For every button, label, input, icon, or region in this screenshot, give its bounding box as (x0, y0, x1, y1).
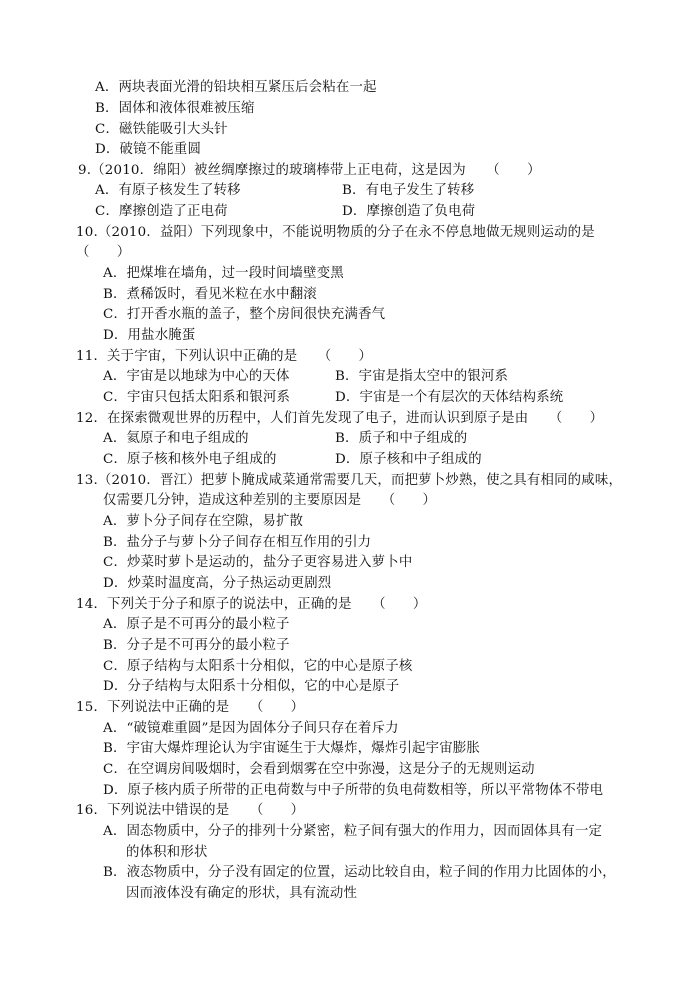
q14-option-b: B．分子是不可再分的最小粒子 (103, 638, 290, 653)
q12-stem: 12．在探索微观世界的历程中，人们首先发现了电子，进而认识到原子是由 （ ） (76, 411, 604, 426)
q15-option-d: D．原子核内质子所带的正电荷数与中子所带的负电荷数相等，所以平常物体不带电 (103, 783, 604, 798)
q9-stem: 9.（2010．绵阳）被丝绸摩擦过的玻璃棒带上正电荷，这是因为 （ ） (78, 163, 541, 178)
q8-option-c: C．磁铁能吸引大头针 (95, 122, 228, 137)
q11-option-b: B．宇宙是指太空中的银河系 (335, 369, 509, 384)
q10-stem: 10.（2010．益阳）下列现象中，不能说明物质的分子在永不停息地做无规则运动的是 (76, 225, 595, 240)
q15-option-c: C．在空调房间吸烟时，会看到烟雾在空中弥漫，这是分子的无规则运动 (103, 762, 535, 777)
q12-option-b: B．质子和中子组成的 (335, 431, 468, 446)
q16-option-a: A．固态物质中，分子的排列十分紧密，粒子间有强大的作用力，因而固体具有一定 (103, 824, 603, 839)
q9-option-b: B．有电子发生了转移 (342, 183, 475, 198)
q13-option-a: A．萝卜分子间存在空隙，易扩散 (103, 514, 304, 529)
q8-option-d: D．破镜不能重圆 (95, 142, 202, 157)
q13-option-c: C．炒菜时萝卜是运动的，盐分子更容易进入萝卜中 (103, 555, 413, 570)
q13-option-b: B．盐分子与萝卜分子间存在相互作用的引力 (103, 535, 372, 550)
q16-option-b: B．液态物质中，分子没有固定的位置，运动比较自由，粒子间的作用力比固体的小， (103, 865, 616, 880)
q15-option-b: B．宇宙大爆炸理论认为宇宙诞生于大爆炸，爆炸引起宇宙膨胀 (103, 741, 480, 756)
q14-option-a: A．原子是不可再分的最小粒子 (103, 617, 290, 632)
q9-option-a: A．有原子核发生了转移 (95, 183, 241, 198)
q8-option-b: B．固体和液体很难被压缩 (95, 101, 255, 116)
q16-stem: 16．下列说法中错误的是 （ ） (76, 803, 305, 818)
q12-option-d: D．原子核和中子组成的 (335, 452, 482, 467)
q14-stem: 14．下列关于分子和原子的说法中，正确的是 （ ） (76, 597, 427, 612)
q16-option-b-cont: 因而液体没有确定的形状，具有流动性 (126, 886, 358, 901)
q15-stem: 15．下列说法中正确的是 （ ） (76, 700, 305, 715)
q11-option-a: A．宇宙是以地球为中心的天体 (103, 369, 290, 384)
q12-option-c: C．原子核和核外电子组成的 (103, 452, 277, 467)
q13-stem: 13.（2010．晋江）把萝卜腌成咸菜通常需要几天，而把萝卜炒熟，使之具有相同的咸味， (76, 473, 623, 488)
q14-option-d: D．分子结构与太阳系十分相似，它的中心是原子 (103, 679, 400, 694)
q9-option-d: D．摩擦创造了负电荷 (342, 204, 476, 219)
q10-stem-bracket: （ ） (76, 245, 131, 260)
q10-option-b: B．煮稀饭时，看见米粒在水中翻滚 (103, 287, 317, 302)
q16-option-a-cont: 的体积和形状 (126, 845, 208, 860)
q11-option-d: D．宇宙是一个有层次的天体结构系统 (335, 390, 564, 405)
q13-stem-cont: 仅需要几分钟，造成这种差别的主要原因是 （ ） (103, 493, 437, 508)
q9-option-c: C．摩擦创造了正电荷 (95, 204, 228, 219)
q10-option-a: A．把煤堆在墙角，过一段时间墙壁变黑 (103, 266, 344, 281)
q10-option-d: D．用盐水腌蛋 (103, 328, 196, 343)
q12-option-a: A．氦原子和电子组成的 (103, 431, 249, 446)
q14-option-c: C．原子结构与太阳系十分相似，它的中心是原子核 (103, 659, 413, 674)
q15-option-a: A．“破镜难重圆”是因为固体分子间只存在着斥力 (103, 721, 399, 736)
q8-option-a: A．两块表面光滑的铅块相互紧压后会粘在一起 (95, 80, 377, 95)
q13-option-d: D．炒菜时温度高，分子热运动更剧烈 (103, 576, 332, 591)
q10-option-c: C．打开香水瓶的盖子，整个房间很快充满香气 (103, 307, 386, 322)
q11-stem: 11．关于宇宙，下列认识中正确的是 （ ） (76, 349, 373, 364)
q11-option-c: C．宇宙只包括太阳系和银河系 (103, 390, 291, 405)
